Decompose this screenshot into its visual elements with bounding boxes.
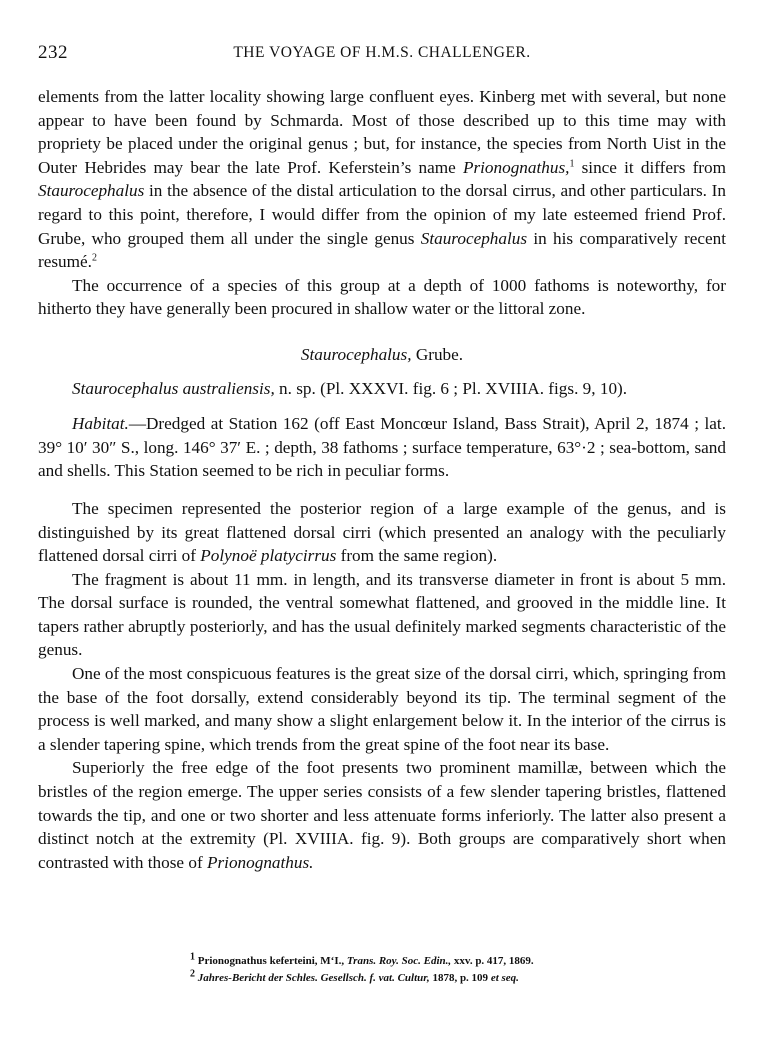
description-paragraph-1: The specimen represented the posterior region of a large example of the genus, and is distinguished by its great flattened dorsal cirri (which presented an analogy with the peculiarly flattened dorsal cirri of Polynoë platycirrus from the same region).: [38, 498, 726, 566]
footnotes: [190, 953, 710, 987]
running-title: THE VOYAGE OF H.M.S. CHALLENGER.: [233, 44, 531, 61]
footnote-1: $^1$ Prionognathus keferteini, M‘I., Trans. Roy. Soc. Edin., xxv. p. 417, 1869.: [190, 951, 534, 967]
habitat-paragraph: Habitat.—Dredged at Station 162 (off East Moncœur Island, Bass Strait), April 2, 1874 ; lat. 39° 10′ 30″ S., long. 146° 37′ E. ; depth, 38 fathoms ; surface temperature, 63°·2 ; sea-bottom, sand and shells. This Station seemed to be rich in peculiar forms.: [38, 414, 726, 481]
habitat-label: Habitat.: [72, 414, 129, 434]
description-paragraph-2: The fragment is about 11 mm. in length, and its transverse diameter in front is about 5 mm. The dorsal surface is rounded, the ventral somewhat flattened, and grooved in the middle line. It tapers rather abruptly posteriorly, and has the usual definitely marked segments characteristic of the genus.: [38, 569, 726, 660]
footnote-ref-1: 1: [569, 158, 575, 170]
species-heading: Staurocephalus australiensis, n. sp. (Pl. XXXVI. fig. 6 ; Pl. XVIIIA. figs. 9, 10).: [72, 378, 628, 398]
genus-heading: Staurocephalus, Grube.: [300, 344, 464, 364]
page-number: 232: [38, 42, 68, 63]
description-paragraph-3: One of the most conspicuous features is the great size of the dorsal cirri, which, springing from the base of the foot dorsally, extend considerably beyond its tip. The terminal segment of the process is well marked, and many show a slight enlargement below it. In the interior of the cirrus is a slender tapering spine, which trends from the great spine of the foot near its base.: [38, 664, 726, 754]
intro-paragraph-1: elements from the latter locality showing large confluent eyes. Kinberg met with several, but none appear to have been found by Schmarda. Most of those described up to this time may with propriety be placed under the original genus ; but, for instance, the species from North Uist in the Outer Hebrides may bear the late Prof. Keferstein’s name Prionognathus,$^1$ since it differs from Staurocephalus in the absence of the distal articulation to the dorsal cirrus, and other particulars. In regard to this point, therefore, I would differ from the opinion of my late esteemed friend Prof. Grube, who grouped them all under the single genus Staurocephalus in his comparatively recent resumé.$^2$: [38, 87, 726, 272]
body-text: [38, 85, 726, 874]
description-paragraph-4: Superiorly the free edge of the foot presents two prominent mamillæ, between which the bristles of the region emerge. The upper series consists of a few slender tapering bristles, flattened towards the tip, and one or two shorter and less attenuate forms inferiorly. The latter also present a distinct notch at the extremity (Pl. XVIIIA. fig. 9). Both groups are comparatively short when contrasted with those of Prionognathus.: [38, 758, 726, 872]
footnote-ref-2: 2: [91, 252, 97, 264]
footnote-2: $^2$ Jahres-Bericht der Schles. Gesellsch. f. vat. Cultur, 1878, p. 109 et seq.: [190, 968, 519, 984]
intro-paragraph-2: The occurrence of a species of this group at a depth of 1000 fathoms is noteworthy, for hitherto they have generally been procured in shallow water or the littoral zone.: [38, 275, 726, 319]
page-header: [38, 42, 726, 66]
